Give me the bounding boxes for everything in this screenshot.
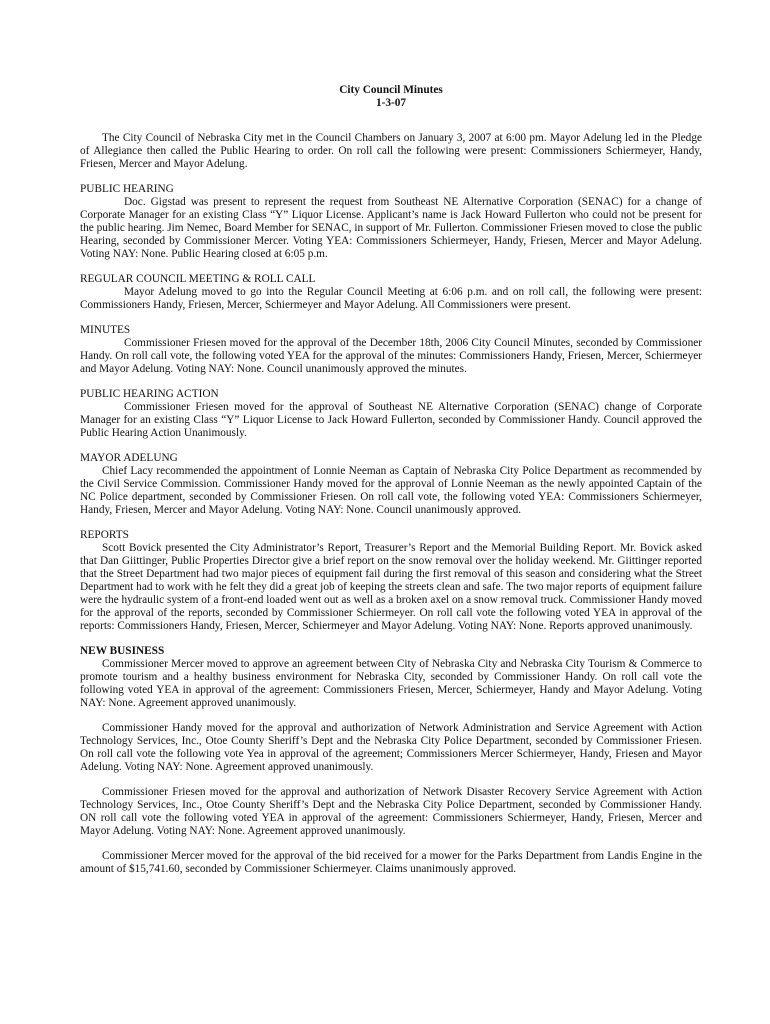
section-paragraph: Commissioner Friesen moved for the approval and authorization of Network Disaster Recovery Service Agreement with Action Technology Services, Inc., Otoe County Sheriff’s Dept and the Nebraska City Police Department, seconded by Commissioner Handy. ON roll call vote the following voted YEA in approval of the agreement: Commissioners Schiermeyer, Handy, Friesen, Mercer and Mayor Adelung. Voting NAY: None. Agreement approved unanimously. — [80, 786, 702, 837]
section-heading: REGULAR COUNCIL MEETING & ROLL CALL — [80, 273, 316, 285]
document-date: 1-3-07 — [375, 97, 407, 109]
section-paragraph: Commissioner Handy moved for the approval and authorization of Network Administration and Service Agreement with Action Technology Services, Inc., Otoe County Sheriff’s Dept and the Nebraska City Police Department, seconded by Commissioner Friesen. On roll call vote the following vote Yea in approval of the agreement; Commissioners Mercer Schiermeyer, Handy, Friesen and Mayor Adelung. Voting NAY: None. Agreement approved unanimously. — [80, 722, 702, 773]
section-paragraph: Commissioner Mercer moved to approve an agreement between City of Nebraska City and Nebraska City Tourism & Commerce to promote tourism and a healthy business environment for Nebraska City, seconded by Commissioner Handy. On roll call vote the following voted YEA in approval of the agreement: Commissioners Friesen, Mercer, Schiermeyer, Handy and Mayor Adelung. Voting NAY: None. Agreement approved unanimously. — [80, 658, 702, 709]
section-paragraph: Commissioner Friesen moved for the approval of Southeast NE Alternative Corporation (SENAC) change of Corporate Manager for an existing Class “Y” Liquor License to Jack Howard Fullerton, seconded by Commissioner Handy. Council approved the Public Hearing Action Unanimously. — [80, 401, 702, 439]
section-reports — [80, 529, 702, 633]
intro-section — [80, 132, 702, 171]
section-heading: PUBLIC HEARING ACTION — [80, 388, 219, 400]
section-paragraph: Scott Bovick presented the City Administrator’s Report, Treasurer’s Report and the Memorial Building Report. Mr. Bovick asked that Dan Giittinger, Public Properties Director give a brief report on the snow removal over the holiday weekend. Mr. Giittinger reported that the Street Department had two major pieces of equipment fail during the first removal of this season and considering what the Street Department had to work with he felt they did a great job of keeping the streets clean and safe. The two major reports of equipment failure were the hydraulic system of a front-end loaded went out as well as a broken axel on a snow removal truck. Commissioner Handy moved for the approval of the reports, seconded by Commissioner Schiermeyer. On roll call vote the following voted YEA in approval of the reports: Commissioners Handy, Friesen, Mercer, Schiermeyer and Mayor Adelung. Voting NAY: None. Reports approved unanimously. — [80, 542, 702, 632]
title-block — [80, 84, 702, 110]
section-paragraph: Doc. Gigstad was present to represent the request from Southeast NE Alternative Corporation (SENAC) for a change of Corporate Manager for an existing Class “Y” Liquor License. Applicant’s name is Jack Howard Fullerton who could not be present for the public hearing. Jim Nemec, Board Member for SENAC, in support of Mr. Fullerton. Commissioner Friesen moved to close the public Hearing, seconded by Commissioner Mercer. Voting YEA: Commissioners Schiermeyer, Handy, Friesen, Mercer and Mayor Adelung. Voting NAY: None. Public Hearing closed at 6:05 p.m. — [80, 196, 702, 260]
section-heading: NEW BUSINESS — [80, 645, 165, 657]
section-heading: MAYOR ADELUNG — [80, 452, 178, 464]
section-paragraph: Commissioner Friesen moved for the approval of the December 18th, 2006 City Council Minutes, seconded by Commissioner Handy. On roll call vote, the following voted YEA for the approval of the minutes: Commissioners Handy, Friesen, Mercer, Schiermeyer and Mayor Adelung. Voting NAY: None. Council unanimously approved the minutes. — [80, 337, 702, 375]
section-heading: MINUTES — [80, 324, 131, 336]
section-mayor-adelung — [80, 452, 702, 517]
section-paragraph: Chief Lacy recommended the appointment of Lonnie Neeman as Captain of Nebraska City Police Department as recommended by the Civil Service Commission. Commissioner Handy moved for the approval of Lonnie Neeman as the newly appointed Captain of the NC Police department, seconded by Commissioner Friesen. On roll call vote, the following voted YEA: Commissioners Schiermeyer, Handy, Friesen, Mercer and Mayor Adelung. Voting NAY: None. Council unanimously approved. — [80, 465, 702, 516]
section-public-hearing-action — [80, 388, 702, 440]
document-title: City Council Minutes — [339, 84, 443, 96]
document-page — [80, 84, 702, 888]
section-public-hearing — [80, 183, 702, 261]
section-regular-meeting — [80, 273, 702, 312]
section-heading: PUBLIC HEARING — [80, 183, 174, 195]
section-paragraph: Mayor Adelung moved to go into the Regular Council Meeting at 6:06 p.m. and on roll call, the following were present: Commissioners Handy, Friesen, Mercer, Schiermeyer and Mayor Adelung. All Commissioners were present. — [80, 286, 702, 311]
section-paragraph: Commissioner Mercer moved for the approval of the bid received for a mower for the Parks Department from Landis Engine in the amount of $15,741.60, seconded by Commissioner Schiermeyer. Claims unanimously approved. — [80, 850, 702, 875]
section-new-business — [80, 645, 702, 876]
intro-paragraph: The City Council of Nebraska City met in the Council Chambers on January 3, 2007 at 6:00 pm. Mayor Adelung led in the Pledge of Allegiance then called the Public Hearing to order. On roll call the following were present: Commissioners Schiermeyer, Handy, Friesen, Mercer and Mayor Adelung. — [80, 132, 702, 170]
section-heading: REPORTS — [80, 529, 129, 541]
section-minutes — [80, 324, 702, 376]
